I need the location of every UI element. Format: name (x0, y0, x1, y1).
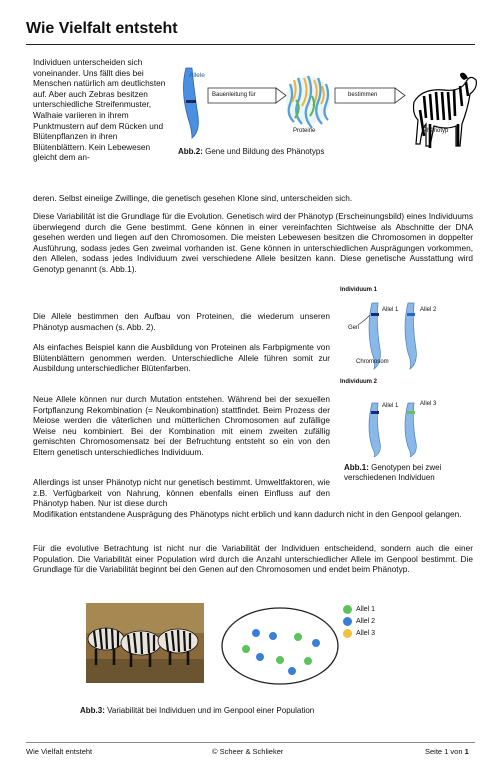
figure-3-caption (80, 706, 460, 716)
figure-1-caption-label: Abb.1: (344, 463, 369, 472)
figure-1-caption (344, 463, 474, 483)
allel-2-dot-icon (343, 617, 352, 626)
footer-page-prefix: Seite 1 von (425, 747, 465, 756)
allel-3-dot-icon (343, 629, 352, 638)
arrow1-label: Bauenleitung für (212, 92, 256, 98)
genotype-diagram (336, 287, 476, 457)
allel1b-label: Allel 1 (382, 403, 399, 409)
paragraph-population: Für die evolutive Betrachtung ist nicht nur die Variabilität der Individuen entscheidend, sondern auch die einer Population. Die Variabilität einer Population wird durch die Anzahl unterschiedlicher Allele im Genpool bestimmt. Die Grundlage für die Variabilität beginnt bei den Genen auf den Chromosomen und endet beim Phänotyp. (33, 543, 473, 575)
phenotype-label: Phänotyp (423, 128, 449, 134)
legend-item-allel-3 (343, 628, 375, 640)
footer-left: Wie Vielfalt entsteht (26, 747, 93, 756)
footer-page-total: 1 (464, 747, 469, 756)
footer-center: © Scheer & Schlieker (212, 747, 284, 756)
paragraph-allele-proteins: Die Allele bestimmen den Aufbau von Proteinen, die wiederum unseren Phänotyp ausmachen (s. Abb. 2). (33, 311, 330, 332)
intro-continuation: deren. Selbst eineiige Zwillinge, die genetisch gesehen Klone sind, unterscheiden sich. (33, 193, 353, 203)
individual-2-label: Individuum 2 (340, 379, 378, 385)
page-title: Wie Vielfalt entsteht (26, 20, 178, 37)
arrow2-label: bestimmen (348, 92, 378, 98)
legend-label-allel-2: Allel 2 (356, 618, 376, 625)
intro-paragraph: Individuen unterscheiden sich voneinander. Uns fällt dies bei Menschen natürlich am deutlichsten auf. Aber auch Zebras besitzen unterschiedliche Streifenmuster, Walhaie variieren in ihrem Punktmustern auf dem Rücken und Blütenpflanzen in ihren Blütenblättern. Kein Lebewesen gleicht dem an- (33, 57, 166, 163)
protein-label: Proteine (293, 128, 316, 134)
chromosome-1b (405, 303, 416, 369)
allel-1-dot-icon (343, 605, 352, 614)
paragraph-example: Als einfaches Beispiel kann die Ausbildung von Proteinen als Farbpigmente von Blütenblättern genommen werden. Unterschiedliche Allele führen somit zur Ausbildung unterschiedlicher Blütenfarben. (33, 342, 330, 374)
allel3-label: Allel 3 (420, 401, 437, 407)
zebra-icon (414, 73, 477, 148)
allele-legend (343, 604, 375, 640)
paragraph-mutation: Neue Allele können nur durch Mutation entstehen. Während bei der sexuellen Fortpflanzung Rekombination (= Neukombination) stattfindet. Beim Prozess der Meiose werden die väterlichen und mütterlichen Chromosomen auf zufällige Weise neu kombiniert. Bei der Kombination mit einem zweiten zufällig gemischten Chromosomensatz bei der Befruchtung entsteht so ein von den Eltern genetisch unterschiedliches Individuum. (33, 394, 330, 457)
footer-rule (26, 742, 475, 743)
legend-item-allel-1 (343, 604, 375, 616)
figure-3-caption-text: Variabilität bei Individuen und im Genpool einer Population (107, 706, 315, 715)
figure-2-caption-text: Gene und Bildung des Phänotyps (205, 147, 325, 156)
legend-item-allel-2 (343, 616, 375, 628)
paragraph-environment: Allerdings ist unser Phänotyp nicht nur genetisch bestimmt. Umweltfaktoren, wie z.B. Verfügbarkeit von Nahrung, können ebenfalls einen Einfluss auf den Phänotyp haben. Nur ist diese durch (33, 477, 330, 509)
allel1-label: Allel 1 (382, 307, 399, 313)
individual-1-label: Individuum 1 (340, 287, 378, 293)
figure-2-caption (178, 147, 478, 157)
figure-1 (336, 287, 476, 502)
footer-page (425, 747, 469, 756)
figure-2 (178, 50, 478, 162)
allel2-label: Allel 2 (420, 307, 437, 313)
figure-3-caption-label: Abb.3: (80, 706, 105, 715)
figure-1-caption-text: Genotypen bei zwei verschiedenen Individuen (344, 463, 442, 482)
legend-label-allel-3: Allel 3 (356, 630, 376, 637)
protein-icon (286, 76, 330, 128)
paragraph-variability: Diese Variabilität ist die Grundlage für die Evolution. Genetisch wird der Phänotyp (Erscheinungsbild) eines Individuums überwiegend durch die Gene bestimmt. Gene können in einer vereinfachten Sichtweise als Abschnitte der DNA gesehen werden und liegen auf den Chromosomen. Die meisten Lebewesen besitzen die Chromosomen in doppelter Ausführung, sodass jedes Gen zweimal vorhanden ist. Gene können in unterschiedlichen Ausprägungen vorkommen, den Allelen, sodass jedes Individuum zwei verschiedene Allele besitzen kann. Diese genetische Ausstattung wird Genotyp genannt (s. Abb.1). (33, 211, 473, 274)
chromosome-label: Chromosom (356, 359, 389, 365)
figure-2-caption-label: Abb.2: (178, 147, 203, 156)
title-rule (26, 44, 475, 45)
genpool-boundary (222, 608, 338, 684)
gen-label: Gen (348, 325, 360, 331)
zebra-herd-photo (86, 603, 204, 683)
genpool-diagram (220, 605, 342, 692)
allele-label: Allele (189, 72, 205, 79)
paragraph-modification: Modifikation entstandene Ausprägung des Phänotyps nicht erblich und kann dadurch nicht in den Genpool gelangen. (33, 509, 462, 519)
legend-label-allel-1: Allel 1 (356, 606, 376, 613)
gene-to-phenotype-diagram (178, 50, 478, 162)
